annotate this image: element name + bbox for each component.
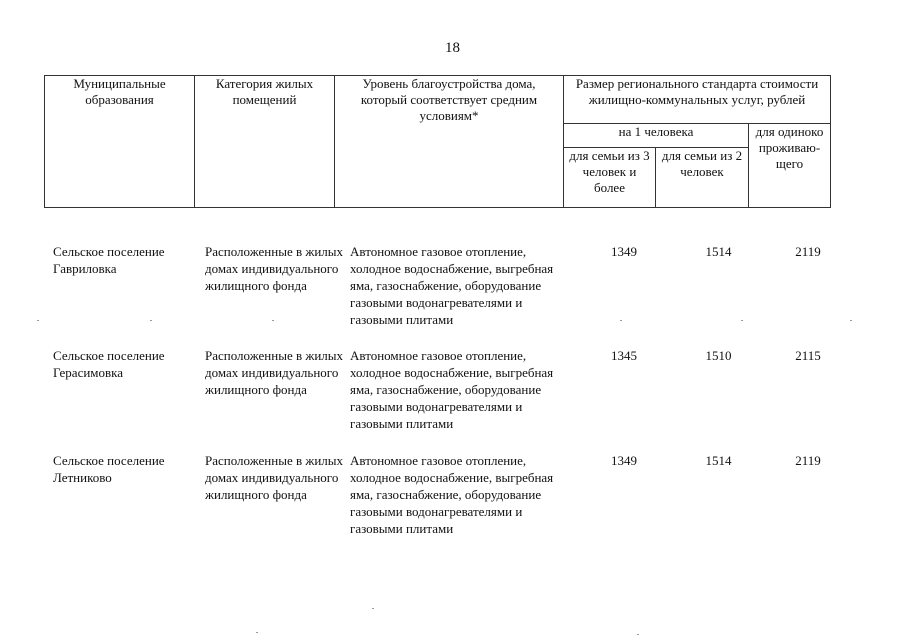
row-family2-value: 1514 bbox=[705, 453, 732, 468]
scan-speck bbox=[741, 320, 743, 321]
row-family3-value: 1345 bbox=[611, 348, 637, 363]
row-level: Автономное газовое отопление, холодное водоснабжение, выгребная яма, газоснабжение, оборудование газовыми водонагревателями и газовыми плитами bbox=[350, 348, 554, 431]
row-level: Автономное газовое отопление, холодное водоснабжение, выгребная яма, газоснабжение, оборудование газовыми водонагревателями и газовыми плитами bbox=[350, 244, 554, 327]
row-category: Расположенные в жилых домах индивидуального жилищного фонда bbox=[205, 244, 344, 293]
header-per-person: на 1 человека bbox=[564, 124, 749, 148]
header-standard: Размер регионального стандарта стоимости жилищно-коммунальных услуг, рублей bbox=[564, 76, 831, 124]
row-family3-value: 1349 bbox=[611, 244, 637, 259]
header-municipality: Муниципальные образования bbox=[45, 76, 195, 208]
row-family2-value: 1514 bbox=[705, 244, 732, 259]
scan-speck bbox=[637, 634, 639, 635]
header-single: для одиноко проживаю-щего bbox=[749, 124, 831, 208]
header-level: Уровень благоустройства дома, который соответствует средним условиям* bbox=[335, 76, 564, 208]
scan-speck bbox=[37, 320, 39, 321]
row-municipality: Сельское поселение Герасимовка bbox=[53, 348, 165, 380]
row-category: Расположенные в жилых домах индивидуального жилищного фонда bbox=[205, 453, 344, 502]
header-category: Категория жилых помещений bbox=[195, 76, 335, 208]
row-single-value: 2119 bbox=[795, 244, 821, 259]
header-family3: для семьи из 3 человек и более bbox=[564, 148, 656, 208]
scan-speck bbox=[372, 608, 374, 609]
scan-speck bbox=[850, 320, 852, 321]
scan-speck bbox=[620, 320, 622, 321]
row-municipality: Сельское поселение Гавриловка bbox=[53, 244, 165, 276]
scan-speck bbox=[150, 320, 152, 321]
row-family3-value: 1349 bbox=[611, 453, 637, 468]
page-number: 18 bbox=[445, 40, 460, 56]
scan-speck bbox=[256, 632, 258, 633]
row-single-value: 2119 bbox=[795, 453, 821, 468]
scan-speck bbox=[272, 320, 274, 321]
row-single-value: 2115 bbox=[795, 348, 821, 363]
row-category: Расположенные в жилых домах индивидуального жилищного фонда bbox=[205, 348, 344, 397]
table-header bbox=[44, 75, 831, 208]
row-level: Автономное газовое отопление, холодное водоснабжение, выгребная яма, газоснабжение, оборудование газовыми водонагревателями и газовыми плитами bbox=[350, 453, 554, 536]
header-family2: для семьи из 2 человек bbox=[656, 148, 749, 208]
row-family2-value: 1510 bbox=[705, 348, 732, 363]
row-municipality: Сельское поселение Летниково bbox=[53, 453, 165, 485]
